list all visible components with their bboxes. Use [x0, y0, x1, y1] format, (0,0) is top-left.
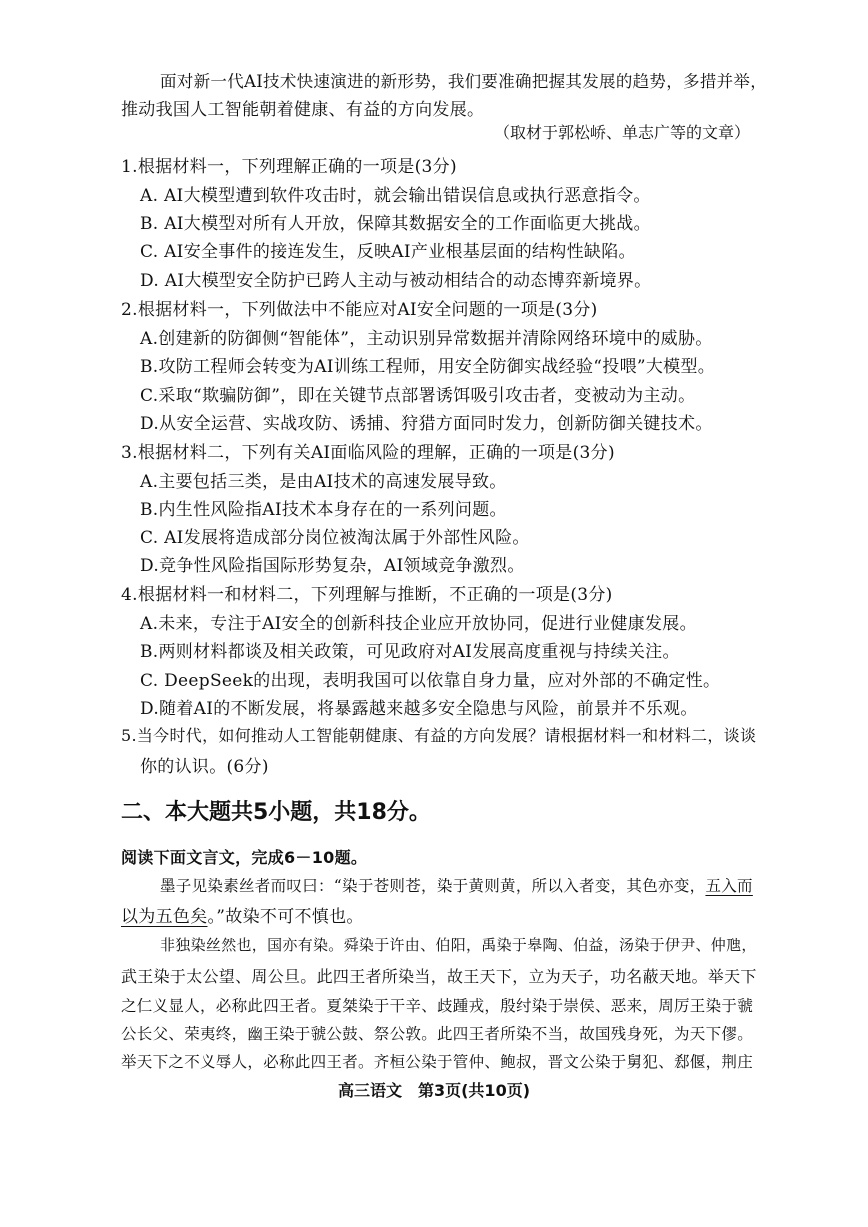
classical-text-p2-line1: 非独染丝然也，国亦有染。舜染于许由、伯阳，禹染于皋陶、伯益，汤染于伊尹、仲虺，: [160, 936, 757, 954]
classical-text-p2-line2: 武王染于太公望、周公旦。此四王者所染当，故王天下，立为天子，功名蔽天地。举天下: [121, 967, 757, 986]
classical-text-p1-line2: [121, 902, 364, 927]
question-1-option-d: D. AI大模型安全防护已跨人主动与被动相结合的动态博弈新境界。: [140, 271, 652, 291]
question-5-stem-continued: 你的认识。(6分): [140, 757, 269, 777]
material-closing-line-1: 面对新一代AI技术快速演进的新形势，我们要准确把握其发展的趋势，多措并举，: [160, 72, 768, 91]
classical-text-p2-line5: 举天下之不义辱人，必称此四王者。齐桓公染于管仲、鲍叔，晋文公染于舅犯、郄偃，荆庄: [121, 1053, 754, 1071]
question-3-option-d: D.竞争性风险指国际形势复杂，AI领域竞争激烈。: [140, 556, 525, 576]
page-footer: 高三语文 第3页(共10页): [337, 1081, 531, 1100]
question-3-option-b: B.内生性风险指AI技术本身存在的一系列问题。: [140, 500, 507, 520]
question-3-stem: 3.根据材料二，下列有关AI面临风险的理解，正确的一项是(3分): [121, 443, 615, 463]
classical-text-p2-line3: 之仁义显人，必称此四王者。夏桀染于干辛、歧踵戎，殷纣染于崇侯、恶来，周厉王染于虢: [121, 997, 754, 1015]
question-4-option-c: C. DeepSeek的出现，表明我国可以依靠自身力量，应对外部的不确定性。: [140, 671, 721, 691]
question-1-stem: 1.根据材料一，下列理解正确的一项是(3分): [121, 157, 457, 177]
question-4-option-d: D.随着AI的不断发展，将暴露越来越多安全隐患与风险，前景并不乐观。: [140, 699, 698, 719]
question-2-stem: 2.根据材料一，下列做法中不能应对AI安全问题的一项是(3分): [121, 300, 598, 320]
section-2-title: 二、本大题共5小题，共18分。: [121, 800, 431, 825]
question-2-option-c: C.采取“欺骗防御”，即在关键节点部署诱饵吸引攻击者，变被动为主动。: [140, 386, 696, 406]
question-1-option-c: C. AI安全事件的接连发生，反映AI产业根基层面的结构性缺陷。: [140, 242, 636, 262]
question-4-stem: 4.根据材料一和材料二，下列理解与推断，不正确的一项是(3分): [121, 585, 613, 605]
classical-text-p1-part-b: 。”故染不可不慎也。: [207, 907, 364, 927]
material-closing-line-2: 推动我国人工智能朝着健康、有益的方向发展。: [121, 100, 485, 120]
classical-text-p1-line1: [160, 874, 753, 896]
question-1-option-a: A. AI大模型遭到软件攻击时，就会输出错误信息或执行恶意指令。: [140, 186, 651, 206]
classical-text-p1-part-a: 墨子见染素丝者而叹曰：“染于苍则苍，染于黄则黄，所以入者变，其色亦变，: [160, 877, 706, 895]
underlined-phrase-1: 五入而: [705, 877, 753, 895]
question-2-option-a: A.创建新的防御侧“智能体”，主动识别异常数据并清除网络环境中的威胁。: [140, 329, 713, 349]
question-5-stem: 5.当今时代，如何推动人工智能朝健康、有益的方向发展？请根据材料一和材料二，谈谈: [121, 726, 757, 745]
classical-text-p2-line4: 公长父、荣夷终，幽王染于虢公鼓、祭公敦。此四王者所染不当，故国残身死，为天下僇。: [121, 1025, 754, 1043]
section-2-instruction: 阅读下面文言文，完成6－10题。: [121, 848, 368, 867]
question-3-option-a: A.主要包括三类，是由AI技术的高速发展导致。: [140, 472, 507, 492]
question-4-option-a: A.未来，专注于AI安全的创新科技企业应开放协同，促进行业健康发展。: [140, 614, 697, 634]
underlined-phrase-2: 以为五色矣: [121, 907, 208, 927]
question-2-option-b: B.攻防工程师会转变为AI训练工程师，用安全防御实战经验“投喂”大模型。: [140, 357, 716, 377]
question-4-option-b: B.两则材料都谈及相关政策，可见政府对AI发展高度重视与持续关注。: [140, 642, 680, 662]
material-source: （取材于郭松峤、单志广等的文章）: [493, 123, 750, 142]
question-2-option-d: D.从安全运营、实战攻防、诱捕、狩猎方面同时发力，创新防御关键技术。: [140, 414, 713, 434]
question-3-option-c: C. AI发展将造成部分岗位被淘汰属于外部性风险。: [140, 528, 530, 548]
question-1-option-b: B. AI大模型对所有人开放，保障其数据安全的工作面临更大挑战。: [140, 214, 651, 234]
